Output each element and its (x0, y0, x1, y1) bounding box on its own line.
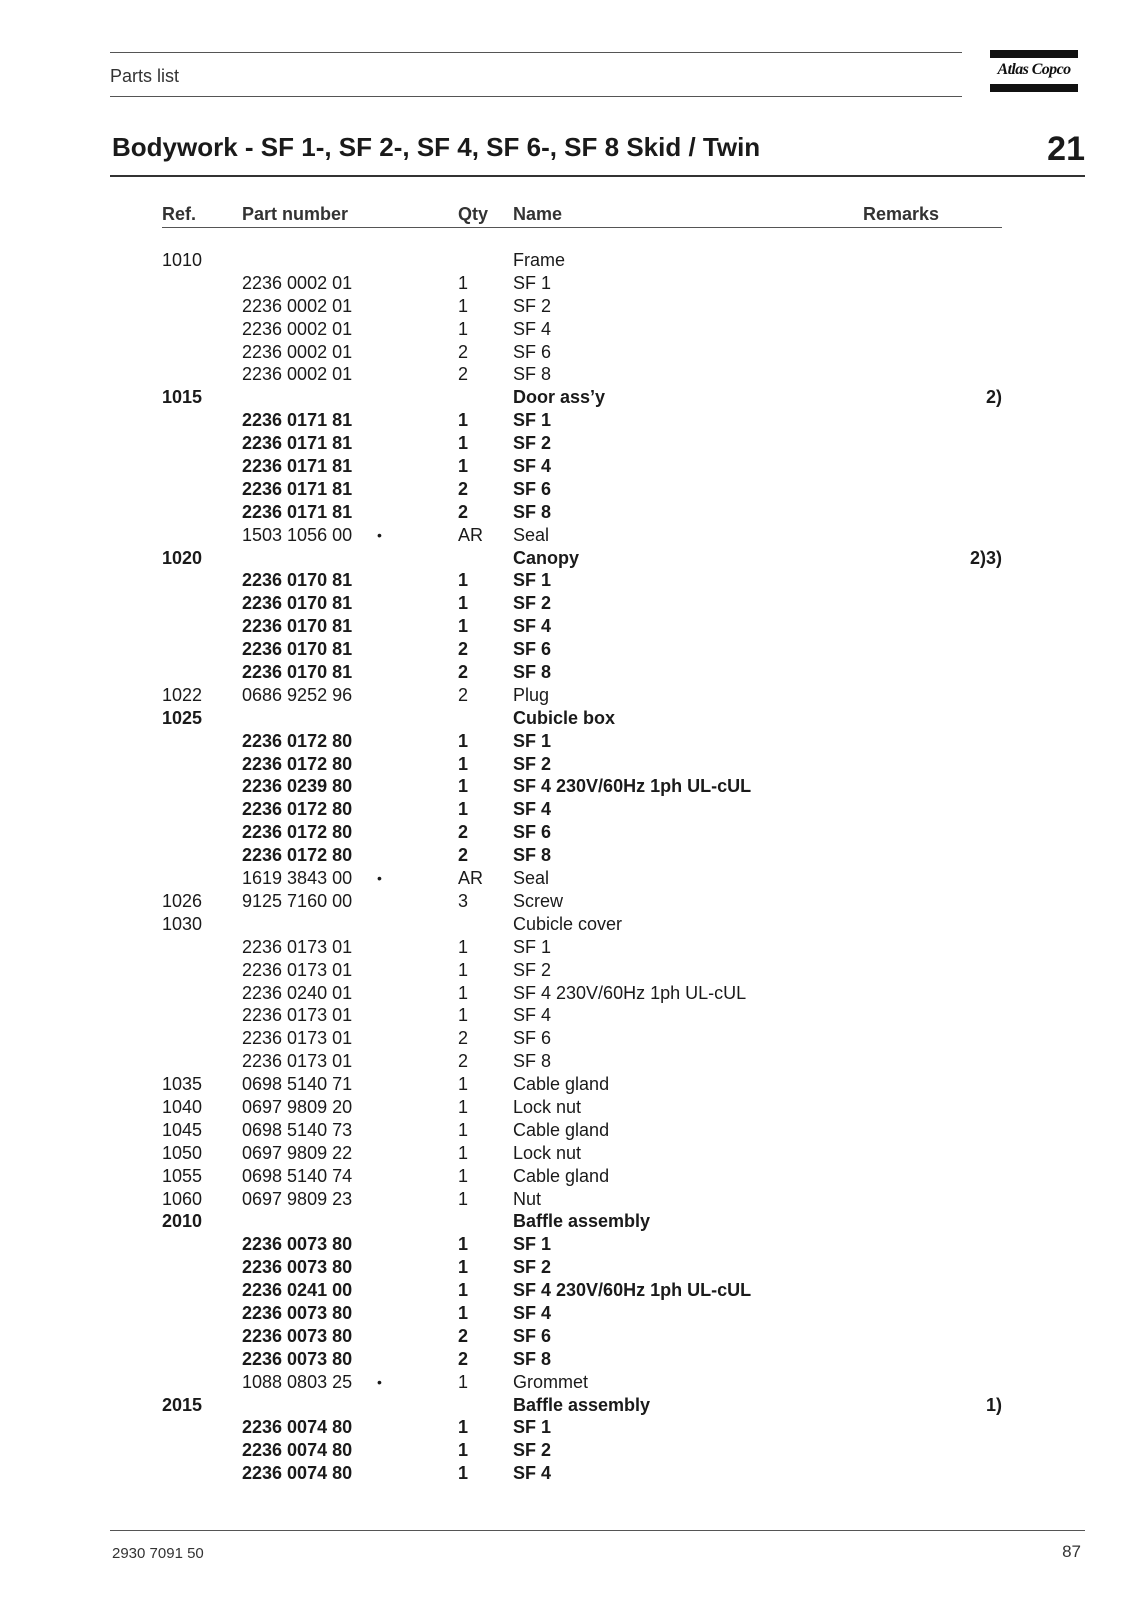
row-name: SF 4 (513, 1302, 552, 1323)
row-part-number: 2236 0173 01 (242, 1005, 353, 1026)
table-row (0, 592, 1131, 615)
row-name: SF 6 (513, 341, 552, 362)
row-bullet: • (377, 526, 382, 543)
row-ref: 1035 (162, 1074, 203, 1095)
row-name: SF 8 (513, 364, 552, 385)
row-name: SF 8 (513, 1051, 552, 1072)
row-qty: 1 (458, 1188, 469, 1209)
row-qty: 1 (458, 1371, 469, 1392)
row-part-number: 2236 0172 80 (242, 753, 353, 774)
row-qty: 1 (458, 1165, 469, 1186)
row-part-number: 2236 0171 81 (242, 501, 353, 522)
row-part-number: 2236 0241 00 (242, 1280, 353, 1301)
table-row (0, 1371, 1131, 1394)
row-remarks: 1) (985, 1394, 1002, 1415)
table-row (0, 341, 1131, 364)
row-ref: 1015 (162, 387, 203, 408)
row-name: SF 1 (513, 1234, 552, 1255)
row-qty: 2 (458, 684, 469, 705)
row-qty: 1 (458, 1257, 469, 1278)
document-number: 2930 7091 50 (112, 1545, 204, 1562)
row-bullet: • (377, 870, 382, 887)
row-part-number: 9125 7160 00 (242, 890, 353, 911)
row-qty: 1 (458, 295, 469, 316)
row-ref: 2010 (162, 1211, 203, 1232)
row-qty: 2 (458, 845, 469, 866)
row-name: SF 4 (513, 799, 552, 820)
table-row (0, 569, 1131, 592)
row-name: Seal (513, 868, 550, 889)
table-row (0, 936, 1131, 959)
table-row (0, 1119, 1131, 1142)
row-qty: 1 (458, 1074, 469, 1095)
table-row (0, 1210, 1131, 1233)
row-qty: 2 (458, 478, 469, 499)
row-name: SF 6 (513, 1028, 552, 1049)
table-row (0, 821, 1131, 844)
row-ref: 1020 (162, 547, 203, 568)
chapter-number: 21 (1047, 130, 1085, 168)
table-row (0, 798, 1131, 821)
row-part-number: 2236 0073 80 (242, 1302, 353, 1323)
row-qty: 1 (458, 1302, 469, 1323)
column-header-rule (162, 227, 1002, 228)
table-row (0, 501, 1131, 524)
row-ref: 1026 (162, 890, 203, 911)
page-number: 87 (1062, 1542, 1081, 1561)
row-qty: 1 (458, 410, 469, 431)
row-part-number: 2236 0171 81 (242, 433, 353, 454)
row-qty: 1 (458, 799, 469, 820)
table-row (0, 707, 1131, 730)
parts-table (0, 249, 1131, 1485)
row-name: SF 1 (513, 1417, 552, 1438)
row-name: SF 6 (513, 1325, 552, 1346)
row-part-number: 2236 0172 80 (242, 845, 353, 866)
table-row (0, 432, 1131, 455)
row-name: SF 2 (513, 753, 552, 774)
row-part-number: 2236 0002 01 (242, 341, 353, 362)
row-name: SF 6 (513, 822, 552, 843)
row-name: SF 1 (513, 936, 552, 957)
row-part-number: 2236 0073 80 (242, 1325, 353, 1346)
row-ref: 1040 (162, 1096, 203, 1117)
row-name: Cable gland (513, 1119, 610, 1140)
row-qty: 2 (458, 364, 469, 385)
table-row (0, 959, 1131, 982)
row-qty: AR (458, 868, 484, 889)
row-qty: 1 (458, 982, 469, 1003)
row-name: Frame (513, 250, 566, 270)
row-qty: 1 (458, 936, 469, 957)
row-name: Lock nut (513, 1142, 582, 1163)
row-part-number: 2236 0171 81 (242, 410, 353, 431)
table-row (0, 1279, 1131, 1302)
row-qty: 1 (458, 318, 469, 339)
row-name: SF 2 (513, 593, 552, 614)
row-qty: 1 (458, 593, 469, 614)
row-part-number: 2236 0074 80 (242, 1417, 353, 1438)
row-part-number: 2236 0173 01 (242, 1051, 353, 1072)
row-name: SF 1 (513, 730, 552, 751)
table-row (0, 1142, 1131, 1165)
row-qty: 1 (458, 1142, 469, 1163)
row-qty: 2 (458, 1325, 469, 1346)
row-name: SF 2 (513, 433, 552, 454)
row-name: SF 4 230V/60Hz 1ph UL-cUL (513, 982, 747, 1003)
row-ref: 1025 (162, 707, 203, 728)
row-part-number: 0697 9809 20 (242, 1096, 353, 1117)
column-header-name: Name (513, 204, 563, 224)
row-name: SF 1 (513, 272, 552, 293)
row-part-number: 2236 0240 01 (242, 982, 353, 1003)
table-row (0, 1256, 1131, 1279)
row-part-number: 2236 0172 80 (242, 799, 353, 820)
row-ref: 1030 (162, 913, 203, 934)
row-part-number: 0697 9809 23 (242, 1188, 353, 1209)
table-row (0, 318, 1131, 341)
row-qty: 1 (458, 1234, 469, 1255)
table-row (0, 295, 1131, 318)
row-remarks: 2) (985, 387, 1002, 408)
row-bullet: • (377, 1373, 382, 1390)
logo-bottom-bar (990, 84, 1078, 92)
title-rule (110, 175, 1085, 177)
table-row (0, 386, 1131, 409)
header-bottom-rule (110, 96, 962, 97)
row-ref: 2015 (162, 1394, 203, 1415)
row-name: Door ass’y (513, 387, 606, 408)
row-part-number: 2236 0173 01 (242, 959, 353, 980)
row-name: Screw (513, 890, 564, 911)
row-name: SF 2 (513, 295, 552, 316)
row-qty: 1 (458, 730, 469, 751)
row-part-number: 2236 0170 81 (242, 662, 353, 683)
table-row (0, 684, 1131, 707)
row-qty: 1 (458, 433, 469, 454)
row-name: Seal (513, 524, 550, 545)
row-part-number: 2236 0002 01 (242, 318, 353, 339)
row-qty: 1 (458, 272, 469, 293)
table-row (0, 1302, 1131, 1325)
row-qty: 1 (458, 753, 469, 774)
row-ref: 1060 (162, 1188, 203, 1209)
row-qty: 1 (458, 570, 469, 591)
table-row (0, 1188, 1131, 1211)
row-qty: 2 (458, 639, 469, 660)
table-row (0, 1073, 1131, 1096)
row-qty: AR (458, 524, 484, 545)
row-qty: 1 (458, 1463, 469, 1484)
row-part-number: 2236 0074 80 (242, 1463, 353, 1484)
page-title: Bodywork - SF 1-, SF 2-, SF 4, SF 6-, SF 8 Skid / Twin (112, 132, 761, 162)
row-name: Canopy (513, 547, 580, 568)
logo-top-bar (990, 50, 1078, 58)
row-qty: 1 (458, 616, 469, 637)
column-header-qty: Qty (458, 204, 489, 224)
row-name: SF 6 (513, 478, 552, 499)
row-qty: 1 (458, 1119, 469, 1140)
row-name: SF 1 (513, 570, 552, 591)
table-row (0, 1439, 1131, 1462)
row-part-number: 2236 0002 01 (242, 364, 353, 385)
table-row (0, 1416, 1131, 1439)
table-row (0, 638, 1131, 661)
row-ref: 1050 (162, 1142, 203, 1163)
table-row (0, 1325, 1131, 1348)
row-name: Cable gland (513, 1165, 610, 1186)
row-qty: 2 (458, 1348, 469, 1369)
row-part-number: 2236 0170 81 (242, 639, 353, 660)
table-row (0, 775, 1131, 798)
logo-wordmark: Atlas Copco (997, 61, 1071, 78)
footer-rule (110, 1530, 1085, 1531)
row-name: Lock nut (513, 1096, 582, 1117)
row-part-number: 2236 0074 80 (242, 1440, 353, 1461)
row-part-number: 0686 9252 96 (242, 684, 353, 705)
row-name: SF 8 (513, 1348, 552, 1369)
brand-logo (990, 50, 1078, 94)
column-header-ref: Ref. (162, 204, 197, 224)
row-name: SF 4 230V/60Hz 1ph UL-cUL (513, 776, 752, 797)
row-part-number: 0698 5140 71 (242, 1074, 353, 1095)
row-name: SF 2 (513, 1440, 552, 1461)
row-name: SF 4 (513, 456, 552, 477)
header-top-rule (110, 52, 962, 53)
row-name: SF 2 (513, 1257, 552, 1278)
table-row (0, 890, 1131, 913)
row-name: Cable gland (513, 1074, 610, 1095)
row-name: Baffle assembly (513, 1394, 651, 1415)
row-name: SF 8 (513, 662, 552, 683)
row-name: SF 8 (513, 501, 552, 522)
row-name: Grommet (513, 1371, 589, 1392)
table-row (0, 478, 1131, 501)
table-row (0, 1348, 1131, 1371)
row-qty: 1 (458, 456, 469, 477)
table-row (0, 363, 1131, 386)
row-name: SF 6 (513, 639, 552, 660)
table-row (0, 409, 1131, 432)
row-part-number: 1503 1056 00 (242, 524, 353, 545)
row-part-number: 2236 0172 80 (242, 822, 353, 843)
table-row (0, 982, 1131, 1005)
row-part-number: 2236 0239 80 (242, 776, 353, 797)
row-qty: 1 (458, 1440, 469, 1461)
row-qty: 3 (458, 890, 469, 911)
table-row (0, 913, 1131, 936)
row-qty: 2 (458, 501, 469, 522)
table-row (0, 844, 1131, 867)
row-ref: 1045 (162, 1119, 203, 1140)
table-row (0, 661, 1131, 684)
row-name: Nut (513, 1188, 542, 1209)
row-name: SF 8 (513, 845, 552, 866)
table-row (0, 1050, 1131, 1073)
table-row (0, 1233, 1131, 1256)
table-row (0, 455, 1131, 478)
row-part-number: 2236 0173 01 (242, 1028, 353, 1049)
row-part-number: 2236 0170 81 (242, 616, 353, 637)
row-remarks: 2)3) (969, 547, 1002, 568)
row-qty: 2 (458, 1028, 469, 1049)
row-qty: 2 (458, 662, 469, 683)
table-row (0, 249, 1131, 272)
row-name: Baffle assembly (513, 1211, 651, 1232)
row-part-number: 0698 5140 74 (242, 1165, 353, 1186)
row-qty: 1 (458, 1417, 469, 1438)
row-part-number: 0697 9809 22 (242, 1142, 353, 1163)
row-qty: 2 (458, 822, 469, 843)
table-row (0, 615, 1131, 638)
row-qty: 1 (458, 959, 469, 980)
table-row (0, 1462, 1131, 1485)
row-part-number: 1088 0803 25 (242, 1371, 353, 1392)
row-name: SF 4 (513, 1463, 552, 1484)
row-name: SF 4 230V/60Hz 1ph UL-cUL (513, 1280, 752, 1301)
table-row (0, 272, 1131, 295)
row-part-number: 2236 0171 81 (242, 478, 353, 499)
table-row (0, 524, 1131, 547)
row-name: SF 4 (513, 1005, 552, 1026)
row-qty: 2 (458, 341, 469, 362)
row-qty: 1 (458, 1005, 469, 1026)
row-part-number: 1619 3843 00 (242, 868, 353, 889)
table-row (0, 730, 1131, 753)
table-row (0, 1027, 1131, 1050)
row-part-number: 2236 0002 01 (242, 272, 353, 293)
table-row (0, 1096, 1131, 1119)
row-name: Cubicle cover (513, 913, 623, 934)
row-name: Cubicle box (513, 707, 616, 728)
column-header-remarks: Remarks (863, 204, 940, 224)
row-name: SF 4 (513, 318, 552, 339)
row-name: SF 1 (513, 410, 552, 431)
table-row (0, 867, 1131, 890)
row-name: SF 2 (513, 959, 552, 980)
row-part-number: 2236 0002 01 (242, 295, 353, 316)
table-row (0, 1394, 1131, 1417)
row-qty: 1 (458, 1096, 469, 1117)
row-qty: 2 (458, 1051, 469, 1072)
section-label: Parts list (110, 66, 180, 86)
row-name: Plug (513, 684, 550, 705)
row-ref: 1055 (162, 1165, 203, 1186)
row-ref: 1022 (162, 684, 203, 705)
row-part-number: 2236 0170 81 (242, 570, 353, 591)
table-row (0, 753, 1131, 776)
row-ref: 1010 (162, 250, 203, 270)
column-header-part-number: Part number (242, 204, 349, 224)
row-name: SF 4 (513, 616, 552, 637)
row-part-number: 2236 0073 80 (242, 1257, 353, 1278)
row-part-number: 2236 0172 80 (242, 730, 353, 751)
row-qty: 1 (458, 1280, 469, 1301)
row-qty: 1 (458, 776, 469, 797)
row-part-number: 2236 0173 01 (242, 936, 353, 957)
row-part-number: 0698 5140 73 (242, 1119, 353, 1140)
row-part-number: 2236 0171 81 (242, 456, 353, 477)
table-row (0, 547, 1131, 570)
row-part-number: 2236 0170 81 (242, 593, 353, 614)
table-row (0, 1004, 1131, 1027)
table-row (0, 1165, 1131, 1188)
row-part-number: 2236 0073 80 (242, 1348, 353, 1369)
row-part-number: 2236 0073 80 (242, 1234, 353, 1255)
